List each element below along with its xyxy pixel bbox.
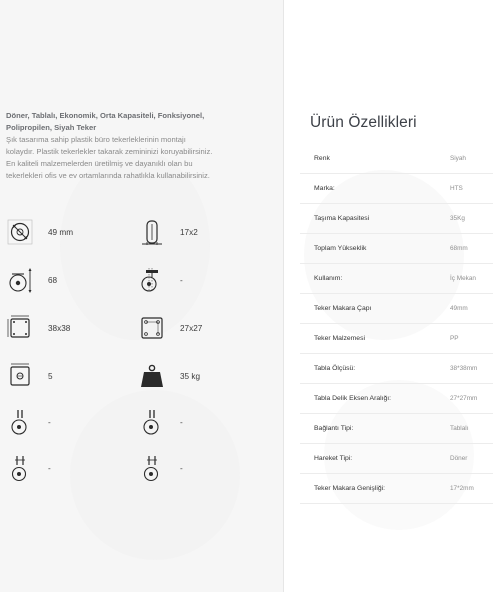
spec-value: HTS [450, 185, 463, 192]
spec-row [300, 234, 493, 264]
spec-row [300, 204, 493, 234]
spec-label: Hareket Tipi: [314, 455, 353, 462]
feature-value: - [48, 418, 51, 427]
feature-value: 38x38 [48, 324, 71, 333]
feature-value: - [180, 418, 183, 427]
spec-label: Marka: [314, 185, 335, 192]
spec-row [300, 474, 493, 504]
description-body-line: kolaydır. Plastik tekerlekler takarak zemininizi koruyabilirsiniz. [6, 147, 213, 156]
spec-row [300, 414, 493, 444]
spec-value: Siyah [450, 155, 466, 162]
spec-label: Kullanım: [314, 275, 343, 282]
hole-spacing-icon [138, 314, 166, 342]
spec-value: 49mm [450, 305, 468, 312]
spec-row [300, 294, 493, 324]
specifications-table [300, 144, 493, 504]
stem-alt-icon [138, 454, 166, 482]
brake-alt-icon [138, 408, 166, 436]
feature-value: 68 [48, 276, 58, 285]
feature-value: 5 [48, 372, 53, 381]
spec-label: Toplam Yükseklik [314, 245, 367, 252]
spec-row [300, 354, 493, 384]
wheel-diameter-icon [6, 218, 34, 246]
spec-label: Bağlantı Tipi: [314, 425, 354, 432]
spec-label: Tabla Ölçüsü: [314, 365, 356, 372]
feature-value: 17x2 [180, 228, 198, 237]
spec-row [300, 384, 493, 414]
spec-label: Teker Malzemesi [314, 335, 365, 342]
specifications-title: Ürün Özellikleri [310, 114, 417, 131]
brake-icon [6, 408, 34, 436]
offset-icon [138, 266, 166, 294]
feature-value: - [48, 464, 51, 473]
spec-value: Tablalı [450, 425, 469, 432]
spec-label: Renk [314, 155, 330, 162]
spec-value: PP [450, 335, 459, 342]
bolt-hole-icon [6, 362, 34, 390]
spec-label: Taşıma Kapasitesi [314, 215, 370, 222]
plate-size-icon [6, 314, 34, 342]
weight-capacity-icon [138, 362, 166, 390]
total-height-icon [6, 266, 34, 294]
stem-icon [6, 454, 34, 482]
spec-label: Teker Makara Genişliği: [314, 485, 386, 492]
spec-value: 17*2mm [450, 485, 474, 492]
wheel-width-icon [138, 218, 166, 246]
feature-value: 35 kg [180, 372, 201, 381]
spec-label: Tabla Delik Eksen Aralığı: [314, 395, 392, 402]
description-headline-line: Polipropilen, Siyah Teker [6, 123, 97, 132]
spec-row [300, 264, 493, 294]
description-body-line: tekerlekleri ofis ve ev ortamlarında rahatlıkla kullanabilirsiniz. [6, 171, 210, 180]
feature-value: - [180, 464, 183, 473]
spec-row [300, 324, 493, 354]
spec-value: 27*27mm [450, 395, 478, 402]
spec-row [300, 174, 493, 204]
feature-value: 27x27 [180, 324, 203, 333]
spec-label: Teker Makara Çapı [314, 305, 372, 312]
spec-value: 68mm [450, 245, 468, 252]
spec-value: Döner [450, 455, 468, 462]
description-body-line: En kaliteli malzemelerden üretilmiş ve dayanıklı olan bu [6, 159, 193, 168]
spec-value: 38*38mm [450, 365, 478, 372]
spec-row [300, 444, 493, 474]
description-headline-line: Döner, Tablalı, Ekonomik, Orta Kapasiteli, Fonksiyonel, [6, 111, 205, 120]
feature-value: - [180, 276, 183, 285]
product-description [6, 110, 278, 182]
spec-row [300, 144, 493, 174]
feature-value: 49 mm [48, 228, 74, 237]
spec-value: 35Kg [450, 215, 465, 222]
description-body-line: Şık tasarıma sahip plastik büro tekerleklerinin montajı [6, 135, 186, 144]
spec-value: İç Mekan [450, 275, 476, 282]
